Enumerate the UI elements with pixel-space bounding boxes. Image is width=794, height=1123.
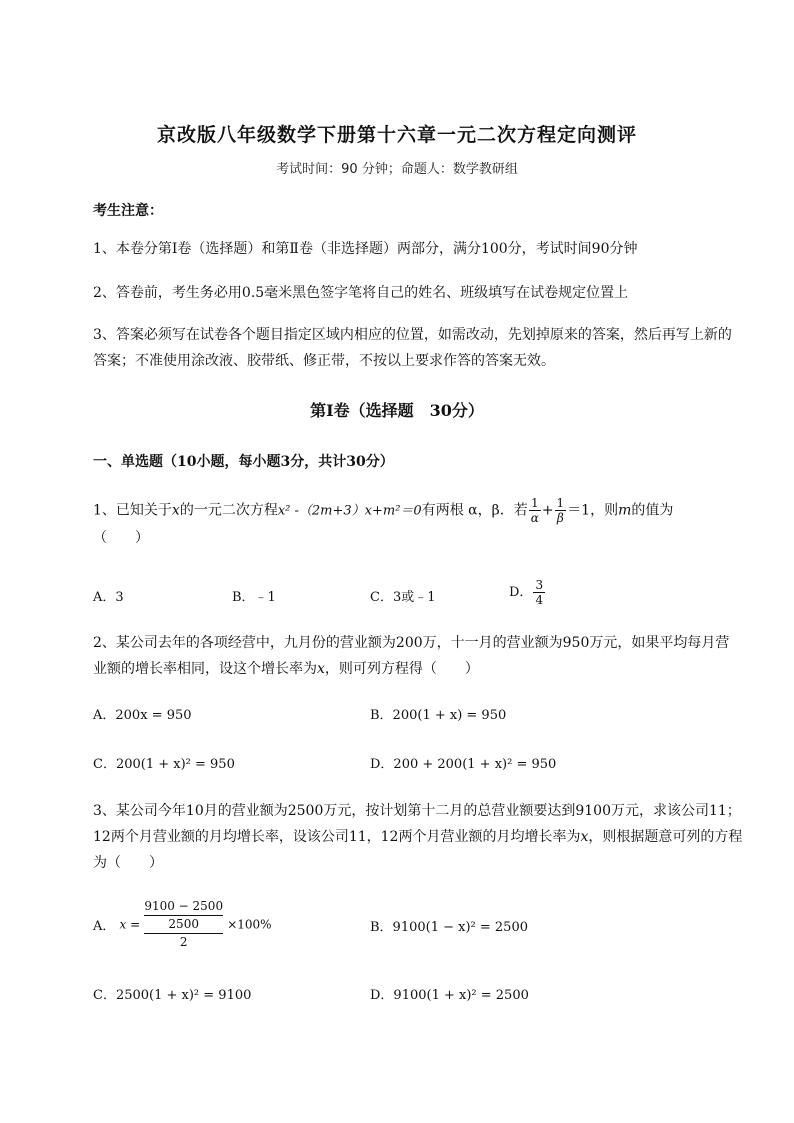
exam-title: 京改版八年级数学下册第十六章一元二次方程定向测评 bbox=[156, 124, 637, 146]
q1-prefix: 1、已知关于 bbox=[93, 502, 172, 519]
q1-option-b[interactable]: B．﹣1 bbox=[232, 590, 276, 605]
q1-option-d-den: 4 bbox=[535, 593, 544, 607]
q3-option-a[interactable] bbox=[93, 898, 272, 951]
q1-mid1: 的一元二次方程 bbox=[179, 502, 278, 519]
q1-equation: x² -（2m+3）x+m²＝0 bbox=[277, 503, 422, 519]
q1-option-d-label: D． bbox=[509, 585, 533, 600]
q1-option-d-num: 3 bbox=[535, 578, 544, 592]
q3-option-d[interactable]: D．9100(1 + x)² = 2500 bbox=[370, 988, 529, 1003]
q1-tail: ＝1，则 bbox=[567, 502, 619, 519]
q2-option-d[interactable]: D．200 + 200(1 + x)² = 950 bbox=[370, 757, 557, 772]
q1-option-c[interactable]: C．3或﹣1 bbox=[370, 590, 436, 605]
q2-tail: ，则可列方程得（ ） bbox=[324, 661, 479, 677]
question-2 bbox=[93, 630, 743, 682]
q1-frac1-den: α bbox=[530, 511, 539, 525]
q3-tail: ，则根据题意可列的方程为（ ） bbox=[93, 829, 743, 871]
q3-var-x: x bbox=[580, 829, 589, 845]
q1-end: 的值为 bbox=[631, 502, 674, 519]
q3-option-a-label: A． bbox=[93, 919, 116, 934]
q1-frac-beta bbox=[555, 496, 567, 525]
notice-item-2: 2、答卷前，考生务必用0.5毫米黑色签字笔将自己的姓名、班级填写在试卷规定位置上 bbox=[93, 285, 629, 301]
q1-var-x: x bbox=[171, 502, 180, 519]
q1-frac1-num: 1 bbox=[529, 496, 541, 511]
exam-subtitle: 考试时间：90 分钟；命题人：数学教研组 bbox=[276, 162, 518, 177]
q3-option-a-bottom: 2 bbox=[179, 935, 188, 949]
q1-option-d-frac bbox=[533, 578, 545, 607]
q3-option-b[interactable]: B．9100(1 − x)² = 2500 bbox=[370, 920, 528, 935]
notice-item-1: 1、本卷分第I卷（选择题）和第Ⅱ卷（非选择题）两部分，满分100分，考试时间90分钟 bbox=[93, 241, 638, 257]
q1-frac2-num: 1 bbox=[556, 496, 565, 510]
q1-mid2: 有两根 α，β．若 bbox=[421, 502, 528, 519]
q1-option-a[interactable]: A．3 bbox=[93, 590, 124, 605]
q1-plus: + bbox=[541, 502, 554, 519]
notice-item-3: 3、答案必须写在试卷各个题目指定区域内相应的位置，如需改动，先划掉原来的答案，然后再写上新的答案；不准使用涂改液、胶带纸、修正带，不按以上要求作答的答案无效。 bbox=[93, 327, 732, 369]
q2-var-x: x bbox=[317, 661, 325, 677]
q1-option-d[interactable] bbox=[509, 578, 546, 607]
q1-frac-alpha bbox=[529, 496, 541, 525]
q2-option-c[interactable]: C．200(1 + x)² = 950 bbox=[93, 757, 235, 772]
question-1 bbox=[93, 496, 743, 551]
question-3 bbox=[93, 798, 743, 876]
q3-text: 3、某公司今年10月的营业额为2500万元，按计划第十二月的总营业额要达到9100万元，求该公司11；12两个月营业额的月均增长率，设该公司11，12两个月营业额的月均增长率为 bbox=[93, 803, 741, 845]
q3-option-a-mid: 2500 bbox=[144, 916, 223, 934]
notice-heading: 考生注意： bbox=[93, 203, 163, 219]
q3-option-c[interactable]: C．2500(1 + x)² = 9100 bbox=[93, 988, 252, 1003]
q3-option-a-lhs: x = bbox=[119, 917, 141, 932]
q3-option-a-fraction bbox=[144, 898, 223, 951]
q2-text: 2、某公司去年的各项经营中，九月份的营业额为200万，十一月的营业额为950万元，如果平均每月营业额的增长率相同，设这个增长率为 bbox=[93, 635, 730, 677]
q1-paren: （ ） bbox=[93, 530, 149, 546]
q1-var-m: m bbox=[618, 502, 632, 519]
part-heading: 一、单选题（10小题，每小题3分，共计30分） bbox=[93, 454, 394, 470]
q3-option-a-top: 9100 − 2500 bbox=[144, 898, 223, 916]
section-title: 第I卷（选择题 30分） bbox=[310, 401, 484, 420]
q1-frac2-den: β bbox=[556, 511, 564, 525]
q2-option-b[interactable]: B．200(1 + x) = 950 bbox=[370, 708, 507, 723]
q2-option-a[interactable]: A．200x = 950 bbox=[93, 708, 192, 723]
q3-option-a-rhs: ×100% bbox=[227, 917, 272, 932]
